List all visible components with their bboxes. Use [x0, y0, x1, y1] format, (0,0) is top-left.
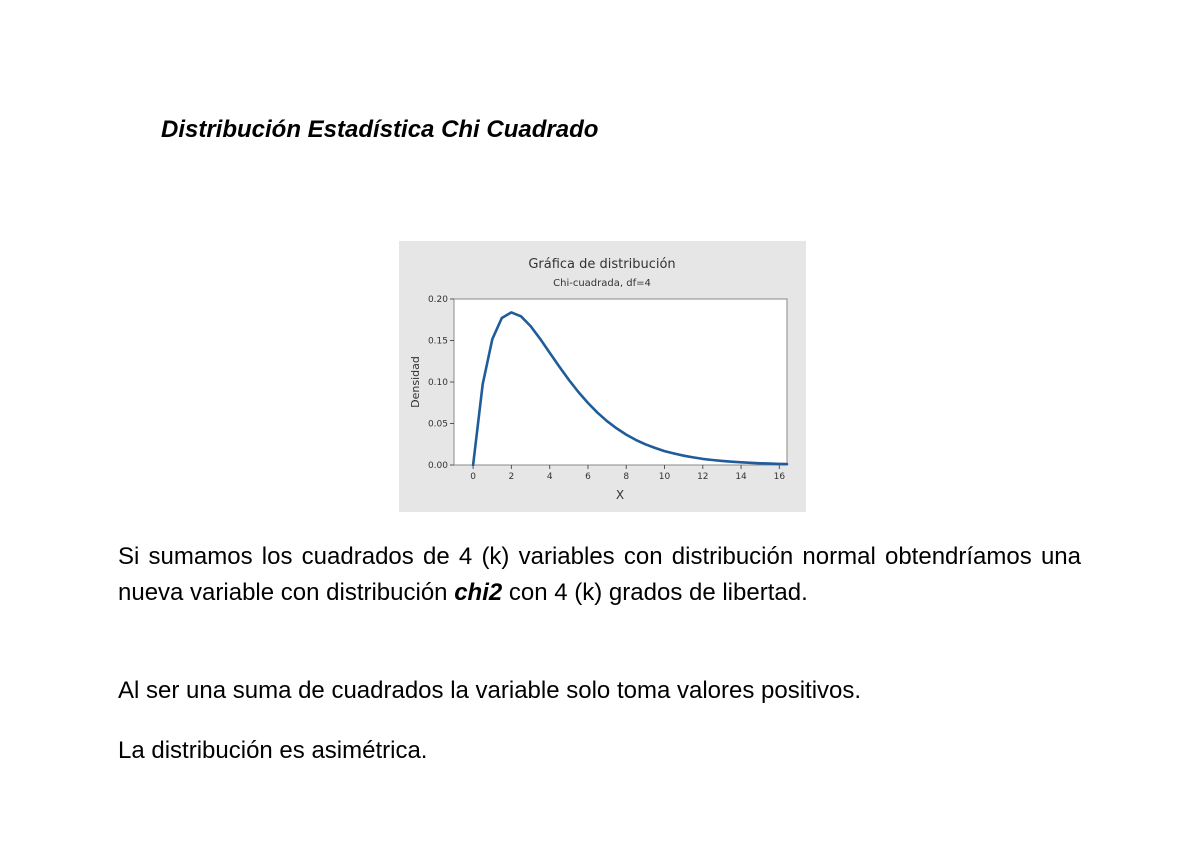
- y-tick-label: 0.20: [427, 295, 448, 305]
- x-tick-label: 6: [585, 472, 591, 482]
- paragraph-chi-definition: [118, 539, 1081, 611]
- y-tick-label: 0.15: [427, 336, 448, 347]
- paragraph-asymmetry: La distribución es asimétrica.: [118, 737, 428, 764]
- plot-area: [454, 299, 787, 465]
- y-tick-label: 0.10: [427, 378, 448, 388]
- x-tick-label: 16: [773, 472, 786, 482]
- page-title: Distribución Estadística Chi Cuadrado: [161, 116, 599, 143]
- x-tick-label: 10: [658, 472, 671, 482]
- x-tick-label: 0: [470, 472, 477, 482]
- x-axis-label: X: [615, 488, 625, 502]
- chart-svg: [399, 241, 806, 512]
- x-tick-label: 4: [546, 472, 553, 482]
- paragraph1-text-before: Si sumamos los cuadrados de 4 (k) variables con distribución normal obtendríamos una nueva variable con distribución: [118, 543, 1081, 606]
- x-tick-label: 12: [697, 472, 709, 482]
- x-tick-label: 14: [735, 472, 747, 482]
- x-axis: [470, 465, 785, 482]
- chi-square-chart: [399, 241, 806, 512]
- chi2-term: chi2: [454, 579, 503, 606]
- paragraph1-text-after: con 4 (k) grados de libertad.: [502, 579, 808, 606]
- chart-subtitle: Chi-cuadrada, df=4: [553, 278, 651, 289]
- y-axis-label: Densidad: [409, 356, 422, 408]
- paragraph-positive-values: Al ser una suma de cuadrados la variable solo toma valores positivos.: [118, 677, 862, 704]
- y-tick-label: 0.05: [427, 419, 448, 430]
- y-axis: [428, 295, 454, 471]
- chart-title: Gráfica de distribución: [528, 257, 676, 272]
- x-tick-label: 2: [508, 472, 515, 482]
- y-tick-label: 0.00: [427, 461, 448, 471]
- x-tick-label: 8: [623, 472, 630, 482]
